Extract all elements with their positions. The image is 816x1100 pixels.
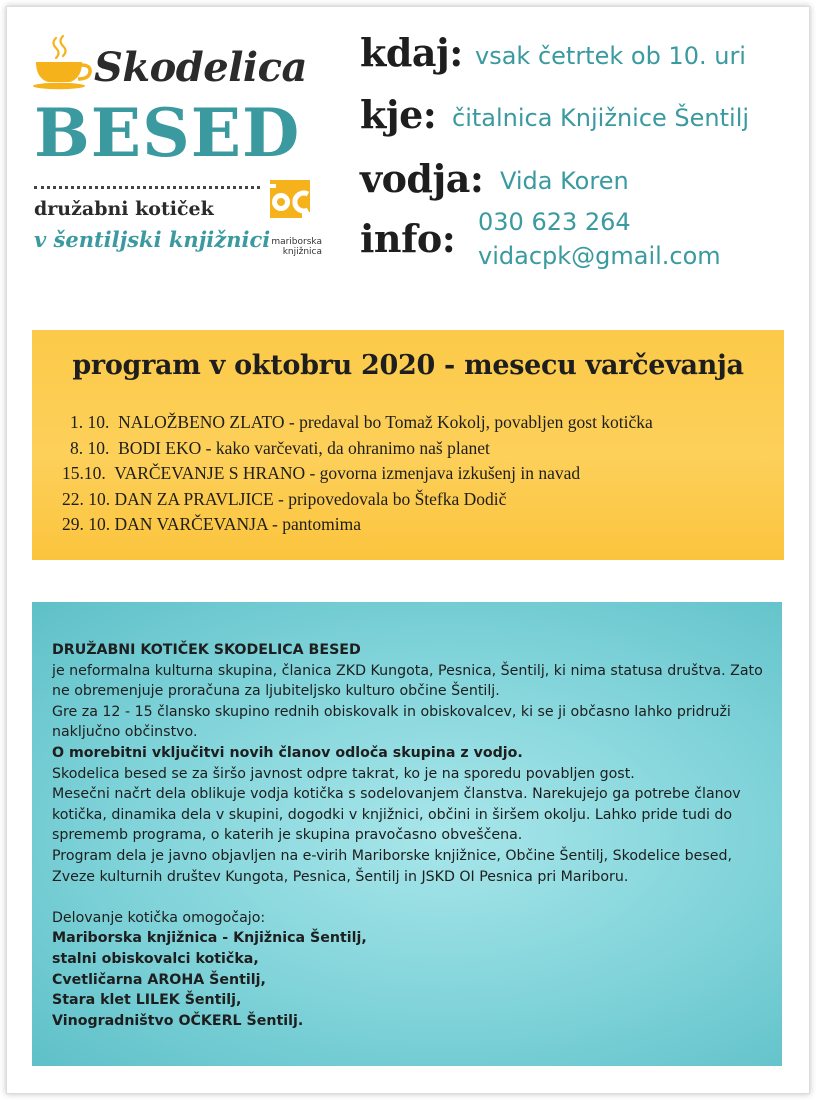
program-item-date: 29. 10. (62, 514, 111, 535)
leader-label: vodja: (360, 156, 484, 201)
supporter-item: Mariborska knjižnica - Knjižnica Šentilj, (52, 930, 367, 947)
logo-dotted-divider (34, 186, 260, 189)
when-value: vsak četrtek ob 10. uri (475, 42, 746, 70)
program-item-date: 15.10. (62, 463, 106, 484)
about-paragraph: Gre za 12 - 15 člansko skupino rednih obiskovalk in obiskovalcev, ki se ji občasno lahko pridruži naključno občinstvo. (52, 703, 731, 741)
program-item-text: VARČEVANJE S HRANO - govorna izmenjava izkušenj in navad (114, 463, 581, 484)
supporter-item: Stara klet LILEK Šentilj, (52, 992, 242, 1009)
program-title: program v oktobru 2020 - mesecu varčevanja (72, 350, 744, 381)
spacer (52, 887, 767, 908)
program-item-date: 8. 10. (70, 437, 110, 458)
program-item-text: NALOŽBENO ZLATO - predaval bo Tomaž Kokolj, povabljen gost kotička (118, 412, 653, 432)
program-list (62, 410, 653, 538)
program-item (62, 461, 653, 487)
phone-number: 030 623 264 (478, 208, 631, 236)
about-paragraph: je neformalna kulturna skupina, članica ZKD Kungota, Pesnica, Šentilj, ki nima statusa društva. Zato ne obremenjuje proračuna za ljubiteljsko kulturo občine Šentilj. (52, 662, 763, 700)
program-item-text: DAN ZA PRAVLJICE - pripovedovala bo Štefka Dodič (114, 488, 507, 509)
about-paragraph: Skodelica besed se za širšo javnost odpre takrat, ko je na sporedu povabljen gost. (52, 765, 635, 782)
email-address[interactable]: vidacpk@gmail.com (478, 242, 721, 270)
about-paragraph: Mesečni načrt dela oblikuje vodja kotička s sodelovanjem članstva. Narekujejo ga potrebe članov kotička, dinamika dela v skupini, dogodki v knjižnici, občini in širšem okolju. Lahko pride tudi do sprememb programa, o katerih je skupina pravočasno obveščena. (52, 786, 741, 844)
info-row-when (360, 30, 463, 75)
program-item-text: DAN VARČEVANJA - pantomima (114, 514, 361, 535)
program-item (62, 512, 653, 538)
supporter-item: Vinogradništvo OČKERL Šentilj. (52, 1012, 304, 1029)
program-item (62, 487, 653, 513)
logo-title-skodelica: Skodelica (94, 44, 307, 91)
info-row-contact (360, 216, 455, 261)
supporter-item: Cvetličarna AROHA Šentilj, (52, 971, 266, 988)
program-item-text: BODI EKO - kako varčevati, da ohranimo naš planet (118, 437, 490, 458)
about-text (52, 640, 767, 1031)
leader-value: Vida Koren (500, 167, 629, 195)
info-row-where (360, 92, 436, 137)
where-label: kje: (360, 92, 437, 137)
event-info (360, 30, 800, 290)
program-item (62, 410, 653, 436)
library-logo-line1: mariborska (271, 237, 322, 247)
when-label: kdaj: (360, 30, 463, 75)
about-membership-note: O morebitni vključitvi novih članov odloča skupina z vodjo. (52, 744, 523, 761)
logo-subtagline: v šentiljski knjižnici (34, 227, 271, 252)
supporter-item: stalni obiskovalci kotička, (52, 950, 259, 967)
program-item-date: 1. 10. (70, 412, 110, 432)
logo-title-besed: BESED (34, 94, 301, 172)
about-paragraph: Program dela je javno objavljen na e-virih Mariborske knjižnice, Občine Šentilj, Skodelice besed, Zveze kulturnih društev Kungota, Pesnica, Šentilj in JSKD OI Pesnica pri Mariboru. (52, 847, 733, 885)
program-box (32, 330, 784, 560)
library-logo-line2: knjižnica (282, 247, 322, 257)
about-heading: DRUŽABNI KOTIČEK SKODELICA BESED (52, 642, 361, 658)
program-item (62, 436, 653, 462)
library-logo-text (262, 237, 322, 257)
info-row-leader (360, 156, 483, 201)
program-item-date: 22. 10. (62, 488, 111, 509)
info-label: info: (360, 216, 456, 261)
where-value: čitalnica Knjižnice Šentilj (452, 104, 750, 132)
logo-tagline: družabni kotiček (34, 198, 214, 220)
support-intro: Delovanje kotička omogočajo: (52, 909, 266, 926)
library-logo-mark-icon (264, 180, 314, 230)
coffee-cup-icon (32, 34, 94, 90)
logo (30, 30, 330, 270)
about-box (32, 602, 782, 1066)
